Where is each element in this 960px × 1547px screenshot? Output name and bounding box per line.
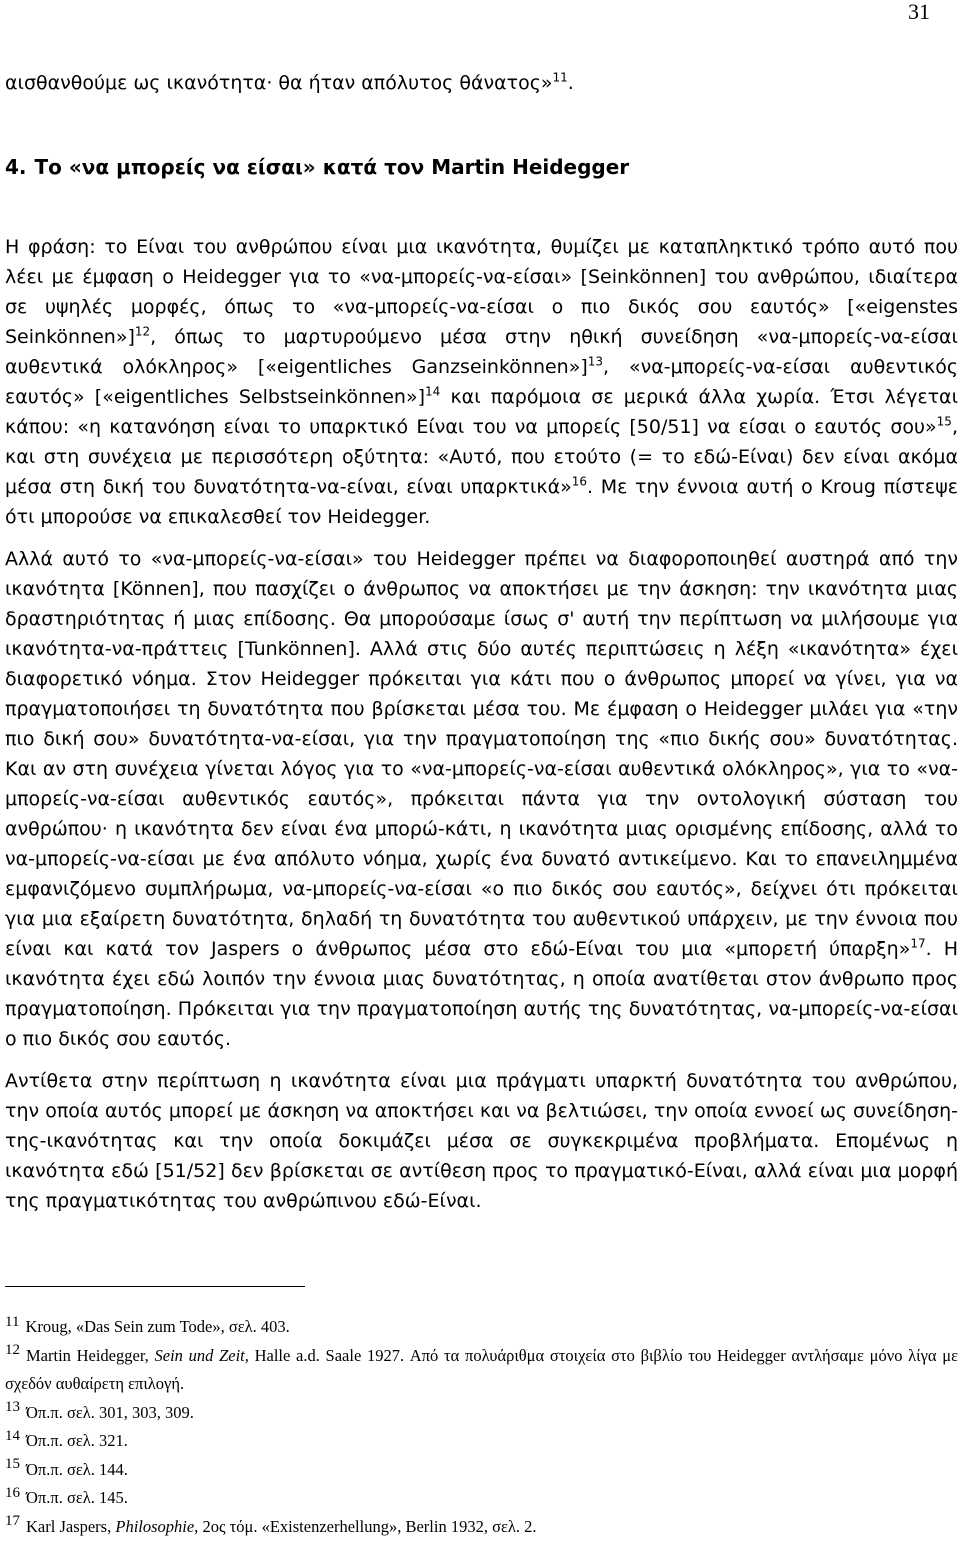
footnote-17 <box>5 1513 958 1542</box>
intro-paragraph <box>5 68 958 98</box>
intro-end: . <box>567 72 574 94</box>
paragraph-2 <box>5 544 958 1054</box>
main-text <box>5 232 958 1216</box>
footnote-text: Όπ.π. σελ. 321. <box>26 1431 128 1450</box>
footnote-13 <box>5 1399 958 1428</box>
footnote-text-pre: Martin Heidegger, <box>26 1345 155 1365</box>
p1-text-c: , «να-μπορείς-να-είσαι αυθεντικός εαυτός» [«eigentliches Selbstseinkönnen»] <box>5 356 958 408</box>
footnote-text-pre: Karl Jaspers, <box>26 1516 116 1536</box>
section-heading <box>5 152 958 182</box>
footnote-text: Όπ.π. σελ. 144. <box>26 1459 128 1479</box>
intro-text: αισθανθούμε ως ικανότητα· θα ήταν απόλυτος θάνατος» <box>5 72 553 94</box>
footnote-book-title: Philosophie, <box>115 1516 199 1536</box>
footnote-number: 16 <box>5 1484 20 1501</box>
footnote-11 <box>5 1313 958 1342</box>
footnote-text: Όπ.π. σελ. 145. <box>26 1488 128 1507</box>
p1-text-e: , και στη συνέχεια με περισσότερη οξύτητα: «Αυτό, που ετούτο (= το εδώ-Είναι) δεν είναι ακόμα μέσα στη δική του δυνατότητα-να-είναι, είναι υπαρκτικά» <box>5 416 958 498</box>
paragraph-3: Αντίθετα στην περίπτωση η ικανότητα είναι μια πράγματι υπαρκτή δυνατότητα του ανθρώπου, την οποία αυτός μπορεί με άσκηση να αποκτήσει και να βελτιώσει, την οποία εννοεί ως συνείδηση-της-ικανότητας και την οποία δοκιμάζει μέσα σε συγκεκριμένα προβλήματα. Επομένως η ικανότητα εδώ [51/52] δεν βρίσκεται σε αντίθεση προς το πραγματικό-Είναι, αλλά είναι μια μορφή της πραγματικότητας του ανθρώπινου εδώ-Είναι. <box>5 1070 958 1212</box>
footnote-ref-15[interactable]: 15 <box>936 414 952 429</box>
footnote-text-post: 2ος τόμ. «Existenzerhellung», Berlin 1932, σελ. 2. <box>198 1516 537 1536</box>
footnote-16 <box>5 1484 958 1513</box>
footnote-text-post: Halle a.d. Saale 1927. Από τα πολυάριθμα στοιχεία στο βιβλίο του Heidegger αντλήσαμε μόνο λίγα με σχεδόν αυθαίρετη επιλογή. <box>5 1345 958 1393</box>
footnotes <box>5 1313 958 1541</box>
footnote-ref-12[interactable]: 12 <box>134 324 151 339</box>
footnote-14 <box>5 1427 958 1456</box>
footnote-number: 11 <box>5 1313 20 1330</box>
section-number: 4. <box>5 155 27 179</box>
p1-text-d: και παρόμοια σε μερικά άλλα χωρία. Έτσι λέγεται κάπου: «η κατανόηση είναι το υπαρκτικό Είναι του να μπορείς [50/51] να είσαι ο εαυτός σου» <box>5 386 958 438</box>
footnote-ref-16[interactable]: 16 <box>571 474 588 489</box>
paragraph-1 <box>5 232 958 532</box>
footnote-ref-17[interactable]: 17 <box>910 936 926 951</box>
footnote-ref-14[interactable]: 14 <box>425 384 441 399</box>
footnote-text: Kroug, «Das Sein zum Tode», σελ. 403. <box>25 1317 290 1336</box>
footnote-book-title: Sein und Zeit, <box>154 1345 249 1365</box>
footnote-number: 17 <box>5 1513 20 1529</box>
footnote-number: 13 <box>5 1399 20 1415</box>
p1-text-a: Η φράση: το Είναι του ανθρώπου είναι μια ικανότητα, θυμίζει με καταπληκτικό τρόπο αυτό που λέει με έμφαση ο Heidegger για το «να-μπορείς-να-είσαι» [Seinkönnen] του ανθρώπου, ιδιαίτερα σε υψηλές μορφές, όπως το «να-μπορείς-να-είσαι ο πιο δικός σου εαυτός» [«eigenstes Seinkönnen»] <box>5 236 958 348</box>
intro-line <box>5 68 958 98</box>
footnote-12 <box>5 1342 958 1399</box>
footnote-ref-13[interactable]: 13 <box>587 354 604 369</box>
p2-text-b: . Η ικανότητα έχει εδώ λοιπόν την έννοια μιας δυνατότητας, η οποία ανατίθεται στον άνθρωπο προς πραγματοποίηση. Πρόκειται για την πραγματοποίηση αυτής της δυνατότητας, να-μπορείς-να-είσαι ο πιο δικός σου εαυτός. <box>5 938 958 1050</box>
page-number: 31 <box>908 0 930 24</box>
footnote-text: Όπ.π. σελ. 301, 303, 309. <box>26 1402 194 1422</box>
footnote-number: 15 <box>5 1456 20 1472</box>
p2-text-a: Αλλά αυτό το «να-μπορείς-να-είσαι» του Heidegger πρέπει να διαφοροποιηθεί αυστηρά από την ικανότητα [Können], που πασχίζει ο άνθρωπος να αποκτήσει με την άσκηση: την ικανότητα μιας δραστηριότητας ή μιας επίδοσης. Θα μπορούσαμε ίσως σ' αυτή την περίπτωση να μιλήσουμε για ικανότητα-να-πράττεις [Tunkönnen]. Αλλά στις δύο αυτές περιπτώσεις η λέξη «ικανότητα» έχει διαφορετικό νόημα. Στον Heidegger πρόκειται για κάτι που ο άνθρωπος μπορεί να γίνει, για να πραγματοποιήσει τη δυνατότητα που βρίσκεται μέσα του. Με έμφαση ο Heidegger μιλάει για «την πιο δική σου» δυνατότητα-να-είσαι, για την πραγματοποίηση της «πιο δικής σου» δυνατότητας. Και αν στη συνέχεια γίνεται λόγος για το «να-μπορείς-να-είσαι αυθεντικά ολόκληρος», για το «να-μπορείς-να-είσαι αυθεντικός εαυτός», πρόκειται πάντα για την οντολογική σύσταση του ανθρώπου· η ικανότητα δεν είναι ένα μπορώ-κάτι, η ικανότητα μιας ορισμένης επίδοσης, αλλά το να-μπορείς-να-είσαι με ένα απόλυτο νόημα, χωρίς ένα δυνατό αντικείμενο. Και το επανειλημμένα εμφανιζόμενο συμπλήρωμα, να-μπορείς-να-είσαι «ο πιο δικός σου εαυτός», δείχνει ότι πρόκειται για μια εξαίρετη δυνατότητα, δηλαδή τη δυνατότητα του αυθεντικού υπάρχειν, με την έννοια που είναι και κατά τον Jaspers ο άνθρωπος μέσα στο εδώ-Είναι του μια «μπορετή ύπαρξη» <box>5 548 958 960</box>
footnote-divider <box>5 1286 305 1287</box>
footnote-number: 14 <box>5 1427 20 1444</box>
section-title: Το «να μπορείς να είσαι» κατά τον Martin Heidegger <box>34 155 630 179</box>
footnote-15 <box>5 1456 958 1485</box>
footnote-ref-11[interactable]: 11 <box>552 70 568 85</box>
p1-text-b: , όπως το μαρτυρούμενο μέσα στην ηθική συνείδηση «να-μπορείς-να-είσαι αυθεντικά ολόκληρος» [«eigentliches Ganzseinkönnen»] <box>5 326 958 378</box>
footnote-number: 12 <box>5 1342 20 1358</box>
p1-text-f: . Με την έννοια αυτή ο Kroug πίστεψε ότι μπορούσε να επικαλεσθεί τον Heidegger. <box>5 476 958 528</box>
